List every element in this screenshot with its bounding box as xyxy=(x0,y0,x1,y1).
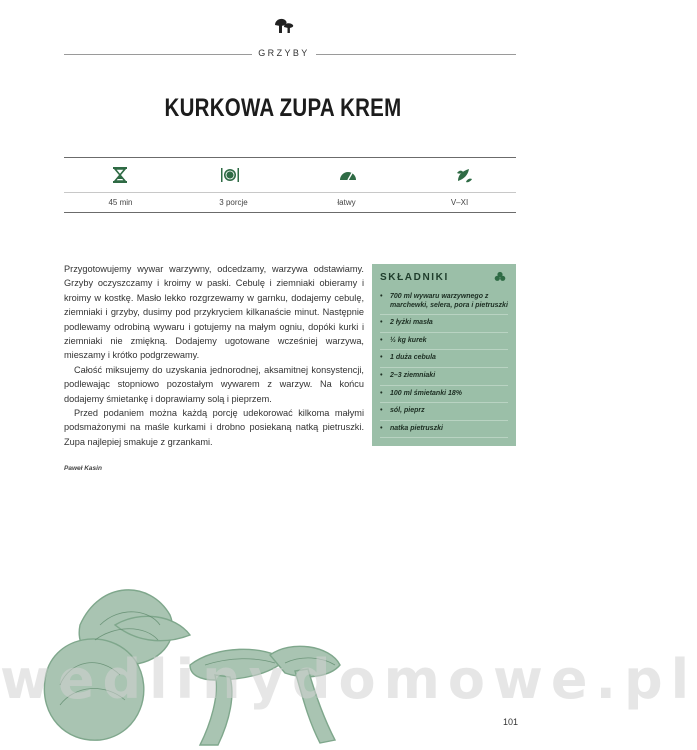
section-rule-left xyxy=(64,54,252,55)
ingredient-item: • sól, pieprz xyxy=(380,407,508,421)
mushroom-icon xyxy=(273,16,295,36)
recipe-title: KURKOWA ZUPA KREM xyxy=(164,94,402,122)
ingredient-item: • 2 łyżki masła xyxy=(380,319,508,333)
hourglass-icon xyxy=(110,165,130,185)
page-number: 101 xyxy=(502,717,518,727)
plate-icon xyxy=(220,165,240,185)
instructions-paragraph: Całość miksujemy do uzyskania jednorodnej, aksamitnej konsystencji, podlewając stopniowo pozostałym wywarem z warzyw. Na końcu dodajemy śmietankę i doprawiamy solą i pieprzem. xyxy=(64,364,364,404)
section-rule-right xyxy=(316,54,516,55)
clover-icon xyxy=(494,271,506,283)
info-rule-middle xyxy=(64,192,516,193)
instructions-paragraph: Przed podaniem można każdą porcję udekorować kilkoma małymi podsmażonymi na maśle kurkami i drobno posiekaną natką pietruszki. Zupa najlepiej smakuje z grzankami. xyxy=(64,408,364,447)
ingredient-item: • 1 duża cebula xyxy=(380,354,508,368)
ingredient-item: • 700 ml wywaru warzywnego z marchewki, selera, pora i pietruszki xyxy=(380,293,508,315)
difficulty-gauge-icon xyxy=(338,165,358,185)
ingredient-item: • ½ kg kurek xyxy=(380,337,508,351)
info-portions: 3 porcje xyxy=(219,198,248,207)
info-rule-bottom xyxy=(64,212,516,213)
season-leaves-icon xyxy=(454,165,474,185)
info-difficulty: łatwy xyxy=(337,198,356,207)
watermark: wedlinydomowe.pl xyxy=(0,648,697,711)
ingredient-item: • natka pietruszki xyxy=(380,425,508,439)
ingredients-heading: SKŁADNIKI xyxy=(380,272,449,283)
author: Paweł Kasin xyxy=(64,465,102,472)
ingredient-item: • 100 ml śmietanki 18% xyxy=(380,390,508,404)
ingredient-item: • 2–3 ziemniaki xyxy=(380,372,508,386)
info-rule-top xyxy=(64,157,516,158)
info-season: V–XI xyxy=(450,198,469,207)
ingredients-list xyxy=(380,293,508,438)
instructions-paragraph: Przygotowujemy wywar warzywny, odcedzamy, warzywa odstawiamy. Grzyby oczyszczamy i kroimy w paski. Cebulę i ziemniaki obieramy i kroimy w kostkę. Masło lekko rozgrzewamy w garnku, dodajemy cebulę, ziemniaki i grzyby, dusimy pod przykryciem kilkanaście minut. Następnie podlewamy odrobiną wywaru i gotujemy na małym ogniu, dopóki kurki i ziemniaki nie zmiękną. Dodajemy ugotowane wcześniej warzywa, mieszamy i krótko podgrzewamy. xyxy=(64,264,364,361)
info-time: 45 min xyxy=(108,198,133,207)
section-label: GRZYBY xyxy=(258,48,310,58)
recipe-instructions xyxy=(64,262,364,449)
ingredients-box xyxy=(372,264,516,446)
